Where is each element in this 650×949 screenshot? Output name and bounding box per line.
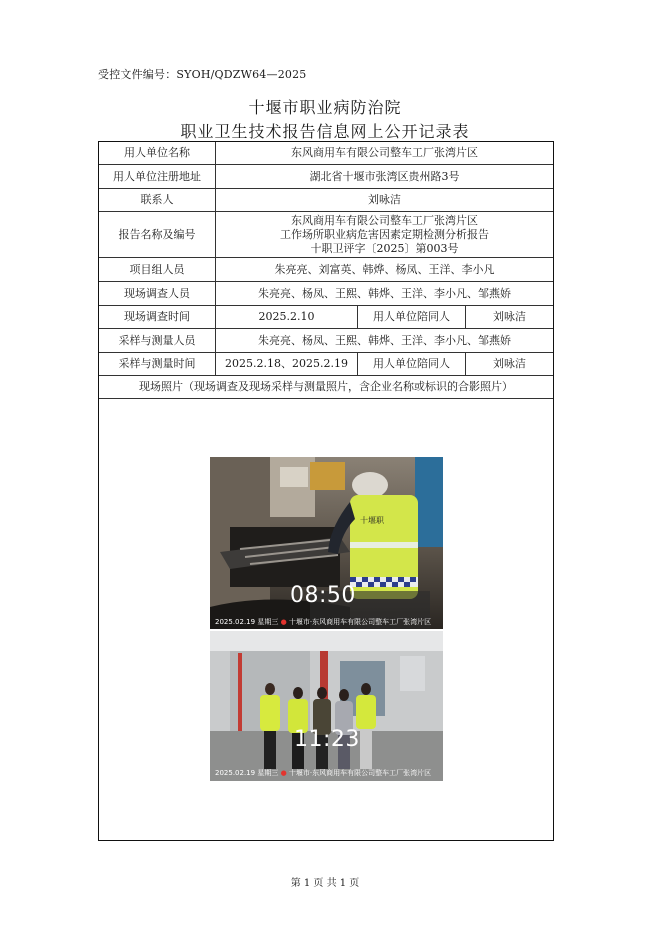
photo-1-location: 十堰市·东风商用车有限公司整车工厂张湾片区: [288, 618, 432, 626]
report-line-3: 十职卫评字〔2025〕第003号: [310, 241, 459, 255]
value-address: 湖北省十堰市张湾区贵州路3号: [215, 165, 553, 188]
photo-2-location: 十堰市·东风商用车有限公司整车工厂张湾片区: [288, 769, 432, 777]
label-team: 项目组人员: [129, 262, 185, 276]
photo-2-date: 2025.02.19: [215, 769, 256, 777]
label-survey-companion: 用人单位陪同人: [357, 306, 465, 328]
row-address: [99, 165, 553, 189]
value-survey-staff: 朱亮亮、杨凤、王熙、韩烨、王洋、李小凡、邹燕娇: [215, 282, 553, 305]
value-report: [215, 212, 553, 257]
photo-1-weekday: 星期三: [257, 618, 279, 626]
photo-2-caption: [215, 768, 431, 778]
row-team: [99, 258, 553, 282]
site-photo-1: [210, 457, 443, 629]
report-line-2: 工作场所职业病危害因素定期检测分析报告: [280, 227, 489, 241]
row-photos-header: [99, 376, 553, 399]
photo-1-time: 08:50: [290, 583, 356, 608]
row-survey-staff: [99, 282, 553, 306]
photo-2-time: 11:23: [294, 727, 360, 752]
photo-1-caption: [215, 617, 431, 627]
institution-title: 十堰市职业病防治院: [248, 98, 402, 117]
site-photo-2-image: [210, 631, 443, 781]
value-team: 朱亮亮、刘富英、韩烨、杨凤、王洋、李小凡: [215, 258, 553, 281]
value-survey-companion: 刘咏洁: [465, 306, 553, 328]
label-report: 报告名称及编号: [118, 227, 196, 241]
report-line-1: 东风商用车有限公司整车工厂张湾片区: [291, 213, 478, 227]
location-pin-icon: ●: [280, 769, 287, 777]
row-employer: [99, 142, 553, 165]
label-employer: 用人单位名称: [124, 146, 190, 159]
row-survey-time: [99, 306, 553, 329]
label-contact: 联系人: [140, 193, 174, 206]
label-survey-staff: 现场调查人员: [124, 286, 190, 300]
label-address: 用人单位注册地址: [113, 169, 201, 183]
row-contact: [99, 189, 553, 212]
row-report: [99, 212, 553, 258]
photos-header: 现场照片（现场调查及现场采样与测量照片，含企业名称或标识的合影照片）: [139, 380, 513, 393]
value-contact: 刘咏洁: [215, 189, 553, 211]
value-sampling-staff: 朱亮亮、杨凤、王熙、韩烨、王洋、李小凡、邹燕娇: [215, 329, 553, 352]
page-footer: 第 1 页 共 1 页: [290, 878, 360, 889]
label-survey-time: 现场调查时间: [124, 310, 190, 323]
value-survey-time: 2025.2.10: [215, 306, 357, 328]
label-sampling-time: 采样与测量时间: [118, 357, 196, 370]
vest-print-text: 十堰职: [360, 516, 384, 525]
label-sampling-companion: 用人单位陪同人: [357, 353, 465, 375]
row-sampling-time: [99, 353, 553, 376]
document-control-number: 受控文件编号：SYOH/QDZW64—2025: [98, 68, 307, 81]
site-photo-2: [210, 631, 443, 781]
value-sampling-companion: 刘咏洁: [465, 353, 553, 375]
photo-2-weekday: 星期三: [257, 769, 279, 777]
record-table: [98, 141, 554, 841]
location-pin-icon: ●: [280, 618, 287, 626]
form-title: 职业卫生技术报告信息网上公开记录表: [180, 122, 470, 141]
row-sampling-staff: [99, 329, 553, 353]
value-sampling-time: 2025.2.18、2025.2.19: [215, 353, 357, 375]
value-employer: 东风商用车有限公司整车工厂张湾片区: [215, 142, 553, 164]
label-sampling-staff: 采样与测量人员: [118, 333, 196, 347]
photo-1-date: 2025.02.19: [215, 618, 256, 626]
